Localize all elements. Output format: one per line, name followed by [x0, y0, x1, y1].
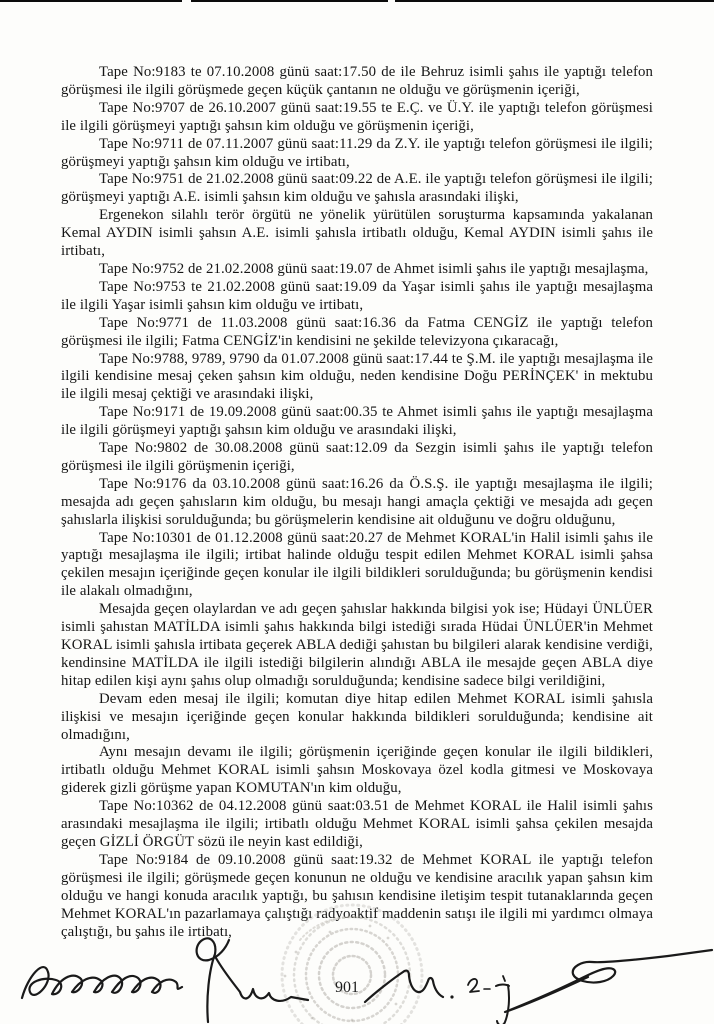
- signature-right: [365, 971, 443, 1002]
- document-body: [61, 64, 653, 941]
- paragraph: Tape No:9802 de 30.08.2008 günü saat:12.09 da Sezgin isimli şahıs ile yaptığı telefon görüşmesi ile ilgili görüşmenin içeriği,: [61, 440, 653, 474]
- paragraph: Tape No:9183 te 07.10.2008 günü saat:17.50 de ile Behruz isimli şahıs ile yaptığı telefon görüşmesi ile ilgili görüşmede geçen küçük çantanın ne olduğu ve görüşmenin içeriği,: [61, 64, 653, 98]
- paragraph: Mesajda geçen olaylardan ve adı geçen şahıslar hakkında bilgisi yok ise; Hüdayi ÜNLÜER isimli şahıstan MATİLDA isimli şahıs hakkında bilgi istediği sırada Hüdai ÜNLÜER'in Mehmet KORAL isimli şahısla irtibata geçerek ABLA dediği şahıstan bu bilgileri alarak kendisine verdiği, kendinsine MATİLDA ile ilgili istediği bilgilerin alındığı ABLA ile mesajde geçen ABLA diye hitap edilen kişi aynı şahıs olup olmadığı sorulduğunda; kendisine sadece bilgi verildiğini,: [61, 601, 653, 689]
- paragraph: Devam eden mesaj ile ilgili; komutan diye hitap edilen Mehmet KORAL isimli şahısla ilişkisi ve mesajın içeriğinde geçen konular hakkında bildikleri sorulduğunda; kendisine ait olmadığını,: [61, 690, 653, 743]
- paragraph: Tape No:9788, 9789, 9790 da 01.07.2008 günü saat:17.44 te Ş.M. ile yaptığı mesajlaşma ile ilgili kendisine mesaj çeken şahsın kim olduğu, neden kendisine Doğu PERİNÇEK' in mektubu ile ilgili mesaj çektiği ve arasındaki ilişki,: [61, 350, 653, 403]
- paragraph: Tape No:9771 de 11.03.2008 günü saat:16.36 da Fatma CENGİZ ile yaptığı telefon görüşmesi ile ilgili; Fatma CENGİZ'in kendisini ne şekilde televizyona çıkaracağı,: [61, 314, 653, 349]
- paragraph: Tape No:9751 de 21.02.2008 günü saat:09.22 de A.E. ile yaptığı telefon görüşmesi ile ilgili; görüşmeyi yaptığı A.E. isimli şahsın kim olduğu ve şahısla arasındaki ilişki,: [61, 171, 653, 206]
- signature-left: [22, 967, 182, 998]
- paragraph: Tape No:9176 da 03.10.2008 günü saat:16.26 da Ö.S.Ş. ile yaptığı mesajlaşma ile ilgili; mesajda adı geçen şahısların kim olduğu, bu mesajı hangi amaçla çektiği ve mesajda adı geçen şahıslarla ilişkisi sorulduğunda; bu görüşmelerin kendisine ait olduğunu ve doğru olduğunu,: [61, 475, 653, 528]
- paragraph: Tape No:9184 de 09.10.2008 günü saat:19.32 de Mehmet KORAL ile yaptığı telefon görüşmesi ile ilgili; görüşmede geçen konunun ne olduğu ve kendisine aracılık yapan şahsın kim olduğu ve hangi konuda aracılık yaptığı, bu şahısın kendisine iletişim tespit tutanaklarında geçen Mehmet KORAL'ın pazarlamaya çalıştığı radyoaktif maddenin satışı ile ilgili mi yardımcı olmaya çalıştığı, bu şahıs ile irtibatı,: [61, 851, 653, 940]
- signature-right-marks: [450, 976, 509, 1024]
- paragraph: Tape No:9753 te 21.02.2008 günü saat:19.09 da Yaşar isimli şahıs ile yaptığı mesajlaşma ile ilgili Yaşar isimli şahsın kim olduğu ve irtibatı,: [61, 278, 653, 313]
- paragraph: Tape No:9711 de 07.11.2007 günü saat:11.29 da Z.Y. ile yaptığı telefon görüşmesi ile ilgili; görüşmeyi yaptığı şahsın kim olduğu ve irtibatı,: [61, 135, 653, 170]
- scan-artifact-top-edge: [0, 0, 714, 2]
- paragraph: Tape No:9752 de 21.02.2008 günü saat:19.07 de Ahmet isimli şahıs ile yaptığı mesajlaşma,: [99, 260, 649, 277]
- paragraph: Tape No:9707 de 26.10.2007 günü saat:19.55 te E.Ç. ve Ü.Y. ile yaptığı telefon görüşmesi ile ilgili görüşmeyi yaptığı şahsın kim olduğu ve görüşmenin içeriği,: [61, 99, 653, 134]
- paragraph: Aynı mesajın devamı ile ilgili; görüşmenin içeriğinde geçen konular ile ilgili bildikleri, irtibatlı olduğu Mehmet KORAL isimli şahsın Moskovaya özel kodla gitmesi ve Moskovaya giderek gizli görüşme yapan KOMUTAN'ın kim olduğu,: [61, 744, 653, 797]
- paragraph: Tape No:10362 de 04.12.2008 günü saat:03.51 de Mehmet KORAL ile Halil isimli şahıs arasındaki mesajlaşma ile ilgili; irtibatlı olduğu Mehmet KORAL isimli şahsa çekilen mesajda geçen GİZLİ ÖRGÜT sözü ile neyin kast edildiği,: [61, 798, 653, 850]
- paragraph: Tape No:10301 de 01.12.2008 günü saat:20.27 de Mehmet KORAL'in Halil isimli şahıs ile yaptığı mesajlaşma ile ilgili; irtibat halinde olduğu tespit edilen Mehmet KORAL isimli şahsa çekilen mesajın içeriğinde geçen konular ile ilgili bildikleri sorulduğunda; bu görüşmenin kendisi ile alakalı olmadığını,: [61, 529, 653, 600]
- page-number: 901: [335, 979, 359, 996]
- signature-right-flourish: [505, 950, 712, 1012]
- paragraph: Ergenekon silahlı terör örgütü ne yönelik yürütülen soruşturma kapsamında yakalanan Kemal AYDIN isimli şahsın A.E. isimli şahısla irtibatlı olduğu, Kemal AYDIN isimli şahıs ile irtibatı,: [61, 207, 653, 260]
- paragraph: Tape No:9171 de 19.09.2008 günü saat:00.35 te Ahmet isimli şahıs ile yaptığı mesajlaşma ile ilgili görüşmeyi yaptığı şahsın kim olduğu ve arasındaki ilişki,: [61, 404, 653, 439]
- signature-middle: [197, 938, 308, 1022]
